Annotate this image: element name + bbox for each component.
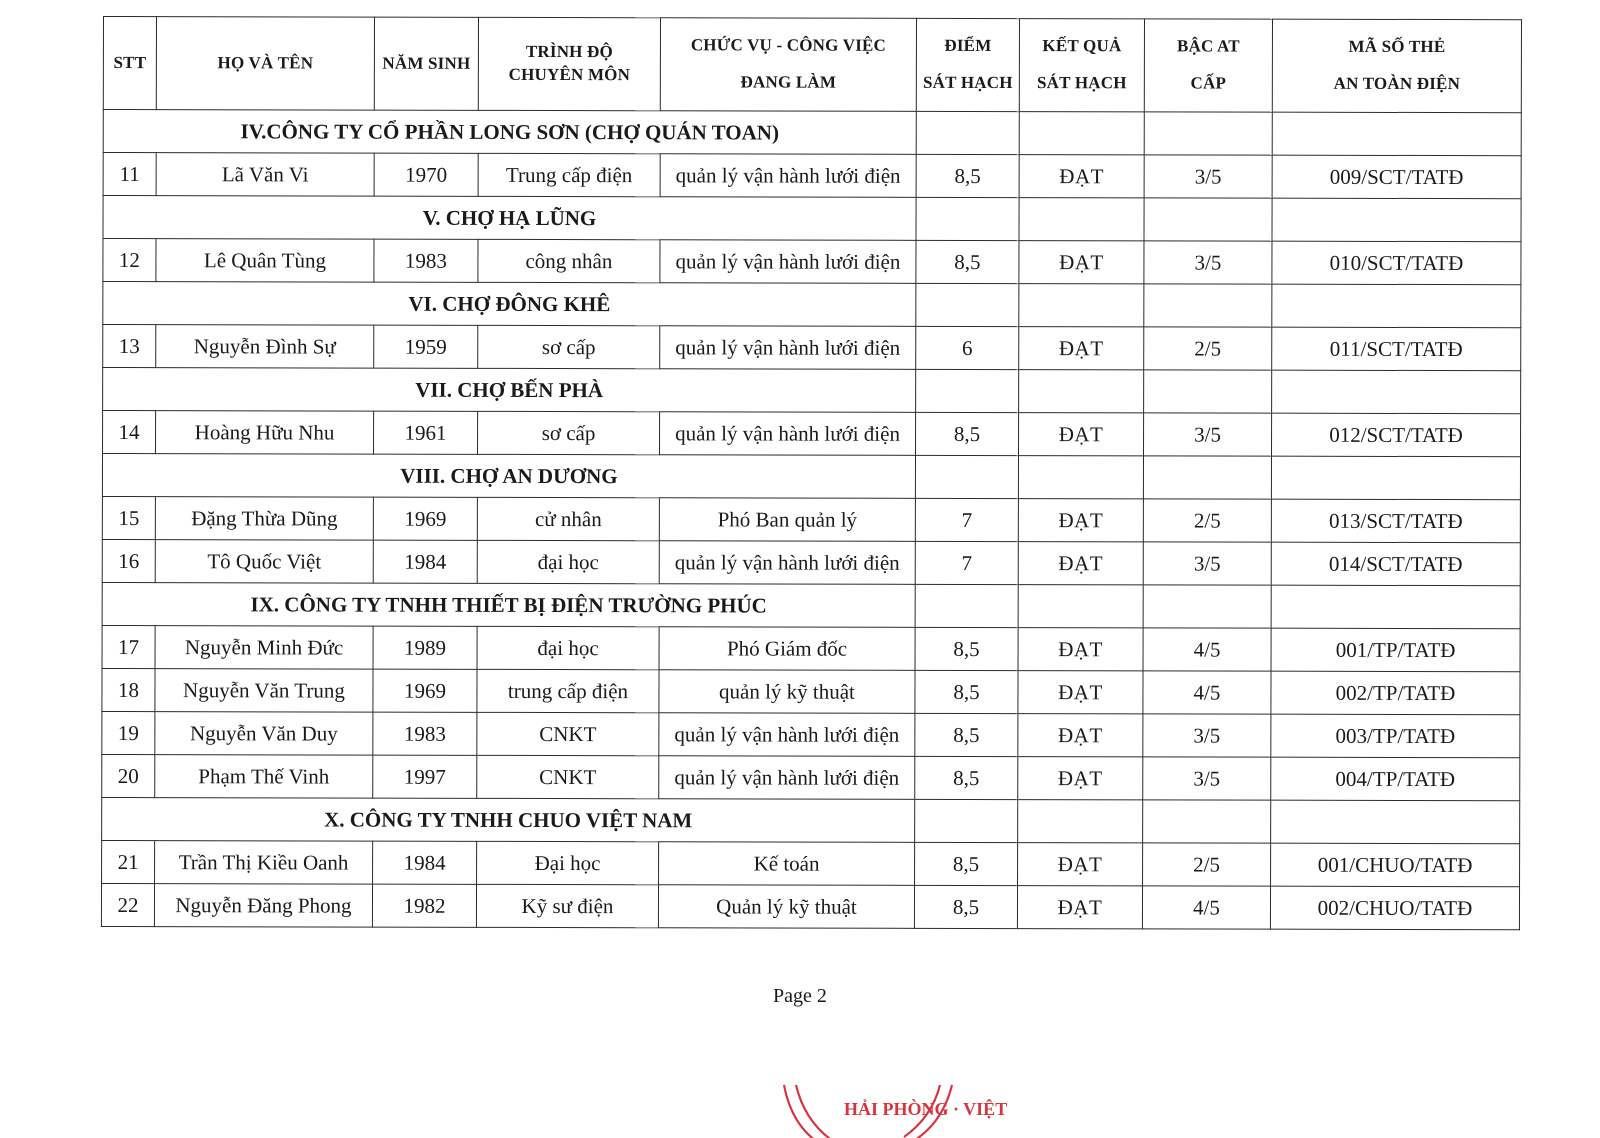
- section-row: [103, 110, 1521, 156]
- cell-qualification: sơ cấp: [478, 325, 660, 368]
- cell-name: Tô Quốc Việt: [155, 540, 373, 583]
- header-qualification-line2: CHUYÊN MÔN: [508, 64, 631, 85]
- cell-card-number: 009/SCT/TATĐ: [1272, 155, 1521, 199]
- cell-name: Nguyễn Đình Sự: [156, 325, 374, 368]
- cell-card-number: 013/SCT/TATĐ: [1271, 499, 1520, 543]
- table-row: [102, 840, 1520, 886]
- header-card-number: [1272, 19, 1521, 113]
- empty-cell: [1271, 800, 1520, 844]
- empty-cell: [1144, 284, 1272, 327]
- cell-birth-year: 1961: [374, 411, 478, 454]
- cell-safety-level: 2/5: [1144, 327, 1272, 370]
- cell-birth-year: 1984: [373, 841, 477, 884]
- section-title: VIII. CHỢ AN DƯƠNG: [102, 454, 915, 499]
- cell-name: Nguyễn Văn Trung: [155, 669, 373, 712]
- cell-safety-level: 4/5: [1143, 628, 1271, 671]
- cell-job: quản lý vận hành lưới điện: [659, 756, 915, 800]
- cell-result: ĐẠT: [1018, 757, 1143, 800]
- cell-card-number: 002/TP/TATĐ: [1271, 671, 1520, 715]
- seal-outer-arc-left: [784, 1085, 822, 1138]
- cell-job: quản lý vận hành lưới điện: [659, 541, 915, 585]
- cell-name: Nguyễn Văn Duy: [155, 712, 373, 755]
- cell-qualification: công nhân: [478, 239, 660, 282]
- section-title: IV.CÔNG TY CỔ PHẦN LONG SƠN (CHỢ QUÁN TOAN): [103, 110, 916, 155]
- cell-safety-level: 3/5: [1143, 714, 1271, 757]
- official-seal: [782, 1085, 1008, 1133]
- section-title: X. CÔNG TY TNHH CHUO VIỆT NAM: [102, 797, 915, 842]
- table-row: [102, 539, 1520, 585]
- cell-job: Kế toán: [659, 842, 915, 886]
- cell-result: ĐẠT: [1017, 886, 1142, 929]
- table-row: [103, 411, 1521, 457]
- empty-cell: [915, 455, 1018, 498]
- cell-birth-year: 1959: [374, 325, 478, 368]
- header-score-line1: ĐIỂM: [944, 35, 992, 56]
- section-row: [103, 368, 1521, 414]
- cell-score: 8,5: [916, 240, 1019, 283]
- cell-safety-level: 4/5: [1142, 886, 1270, 929]
- empty-cell: [1018, 585, 1143, 628]
- section-title: VII. CHỢ BẾN PHÀ: [103, 368, 916, 413]
- cell-birth-year: 1982: [372, 884, 476, 927]
- header-result-line1: KẾT QUẢ: [1042, 36, 1122, 56]
- cell-score: 8,5: [916, 412, 1019, 455]
- empty-cell: [1143, 800, 1271, 843]
- section-row: [102, 797, 1520, 843]
- cell-stt: 20: [102, 754, 155, 797]
- empty-cell: [1019, 112, 1144, 155]
- table-row: [103, 325, 1521, 371]
- empty-cell: [1272, 198, 1521, 242]
- cell-stt: 11: [103, 153, 156, 196]
- cell-job: Phó Ban quản lý: [659, 498, 915, 542]
- cell-stt: 19: [102, 711, 155, 754]
- cell-qualification: đại học: [477, 626, 659, 669]
- empty-cell: [916, 197, 1019, 240]
- cell-safety-level: 3/5: [1144, 241, 1272, 284]
- cell-birth-year: 1984: [373, 540, 477, 583]
- cell-card-number: 002/CHUO/TATĐ: [1270, 886, 1519, 930]
- cell-card-number: 011/SCT/TATĐ: [1272, 327, 1521, 371]
- table-row: [102, 625, 1520, 671]
- cell-job: Quản lý kỹ thuật: [658, 885, 914, 929]
- header-card-line1: MÃ SỐ THẺ: [1348, 36, 1446, 57]
- header-stt: STT: [103, 17, 156, 110]
- cell-birth-year: 1989: [373, 626, 477, 669]
- section-title: IX. CÔNG TY TNHH THIẾT BỊ ĐIỆN TRƯỜNG PHÚC: [102, 582, 915, 627]
- table-row: [102, 496, 1520, 542]
- cell-job: quản lý kỹ thuật: [659, 670, 915, 714]
- cell-result: ĐẠT: [1018, 843, 1143, 886]
- cell-job: quản lý vận hành lưới điện: [660, 412, 916, 456]
- empty-cell: [1143, 456, 1271, 499]
- table-row: [102, 711, 1520, 757]
- empty-cell: [1018, 456, 1143, 499]
- header-safety-level: [1144, 19, 1272, 112]
- cell-safety-level: 4/5: [1143, 671, 1271, 714]
- cell-qualification: cử nhân: [477, 497, 659, 540]
- cell-score: 8,5: [915, 627, 1018, 670]
- cell-name: Nguyễn Đăng Phong: [154, 884, 372, 927]
- cell-card-number: 010/SCT/TATĐ: [1272, 241, 1521, 285]
- empty-cell: [1019, 284, 1144, 327]
- seal-graphic: [782, 1085, 1008, 1133]
- cell-safety-level: 3/5: [1143, 542, 1271, 585]
- cell-score: 8,5: [915, 842, 1018, 885]
- table-row: [101, 883, 1519, 929]
- empty-cell: [1271, 585, 1520, 629]
- header-level-line1: BẬC AT: [1177, 36, 1240, 56]
- cell-safety-level: 3/5: [1143, 757, 1271, 800]
- header-job-line1: CHỨC VỤ - CÔNG VIỆC: [690, 35, 887, 55]
- table-row: [102, 668, 1520, 714]
- empty-cell: [1271, 456, 1520, 500]
- empty-cell: [915, 799, 1018, 842]
- header-job: [660, 18, 916, 112]
- header-qualification: [478, 17, 660, 110]
- header-level-line2: CẤP: [1190, 73, 1227, 93]
- cell-result: ĐẠT: [1019, 155, 1144, 198]
- section-row: [103, 282, 1521, 328]
- cell-job: Phó Giám đốc: [659, 627, 915, 671]
- cell-stt: 21: [102, 840, 155, 883]
- personnel-table: [101, 16, 1522, 930]
- header-card-line2: AN TOÀN ĐIỆN: [1333, 73, 1461, 94]
- header-row: [103, 17, 1521, 113]
- empty-cell: [1019, 198, 1144, 241]
- cell-stt: 17: [102, 625, 155, 668]
- empty-cell: [1272, 370, 1521, 414]
- header-birth-year: NĂM SINH: [374, 17, 478, 110]
- empty-cell: [1143, 585, 1271, 628]
- cell-qualification: CNKT: [477, 712, 659, 755]
- cell-job: quản lý vận hành lưới điện: [660, 240, 916, 284]
- cell-score: 8,5: [916, 154, 1019, 197]
- cell-score: 7: [915, 498, 1018, 541]
- table-row: [102, 754, 1520, 800]
- cell-name: Nguyễn Minh Đức: [155, 626, 373, 669]
- cell-birth-year: 1983: [373, 712, 477, 755]
- cell-birth-year: 1970: [374, 153, 478, 196]
- cell-result: ĐẠT: [1018, 499, 1143, 542]
- cell-card-number: 003/TP/TATĐ: [1271, 714, 1520, 758]
- cell-card-number: 004/TP/TATĐ: [1271, 757, 1520, 801]
- cell-stt: 18: [102, 668, 155, 711]
- section-row: [102, 582, 1520, 628]
- cell-result: ĐẠT: [1019, 413, 1144, 456]
- cell-qualification: Kỹ sư điện: [476, 884, 658, 927]
- cell-result: ĐẠT: [1018, 671, 1143, 714]
- cell-qualification: CNKT: [477, 755, 659, 798]
- cell-qualification: sơ cấp: [478, 411, 660, 454]
- cell-stt: 12: [103, 239, 156, 282]
- cell-name: Lê Quân Tùng: [156, 239, 374, 282]
- cell-birth-year: 1997: [373, 755, 477, 798]
- header-name: HỌ VÀ TÊN: [156, 17, 374, 110]
- header-result: [1019, 19, 1144, 112]
- cell-name: Hoàng Hữu Nhu: [156, 411, 374, 454]
- empty-cell: [1272, 284, 1521, 328]
- table-row: [103, 239, 1521, 285]
- empty-cell: [916, 111, 1019, 154]
- cell-stt: 16: [102, 539, 155, 582]
- header-score-line2: SÁT HẠCH: [923, 72, 1013, 93]
- cell-job: quản lý vận hành lưới điện: [660, 326, 916, 370]
- cell-safety-level: 2/5: [1143, 843, 1271, 886]
- cell-name: Trần Thị Kiều Oanh: [155, 841, 373, 884]
- cell-result: ĐẠT: [1018, 714, 1143, 757]
- empty-cell: [915, 584, 1018, 627]
- cell-score: 8,5: [915, 713, 1018, 756]
- cell-name: Đặng Thừa Dũng: [155, 497, 373, 540]
- cell-job: quản lý vận hành lưới điện: [660, 154, 916, 198]
- cell-stt: 22: [101, 883, 154, 926]
- section-title: VI. CHỢ ĐÔNG KHÊ: [103, 282, 916, 327]
- cell-card-number: 001/CHUO/TATĐ: [1271, 843, 1520, 887]
- table-row: [103, 153, 1521, 199]
- cell-score: 6: [916, 326, 1019, 369]
- cell-birth-year: 1969: [373, 669, 477, 712]
- section-title: V. CHỢ HẠ LŨNG: [103, 196, 916, 241]
- header-result-line2: SÁT HẠCH: [1037, 73, 1127, 93]
- header-score: [916, 18, 1019, 111]
- section-row: [102, 454, 1520, 500]
- header-job-line2: ĐANG LÀM: [740, 72, 837, 92]
- table-body: [101, 110, 1521, 930]
- cell-job: quản lý vận hành lưới điện: [659, 713, 915, 757]
- empty-cell: [1272, 112, 1521, 156]
- cell-safety-level: 2/5: [1143, 499, 1271, 542]
- cell-birth-year: 1983: [374, 239, 478, 282]
- empty-cell: [1019, 370, 1144, 413]
- empty-cell: [1144, 198, 1272, 241]
- page-number: Page 2: [773, 985, 827, 1007]
- empty-cell: [1018, 800, 1143, 843]
- cell-score: 8,5: [914, 885, 1017, 928]
- cell-card-number: 014/SCT/TATĐ: [1271, 542, 1520, 586]
- cell-score: 7: [915, 541, 1018, 584]
- cell-stt: 13: [103, 325, 156, 368]
- seal-text: HẢI PHÒNG · VIỆT: [844, 1099, 1008, 1119]
- cell-safety-level: 3/5: [1144, 155, 1272, 198]
- cell-name: Lã Văn Vi: [156, 153, 374, 196]
- cell-result: ĐẠT: [1019, 327, 1144, 370]
- cell-qualification: đại học: [477, 540, 659, 583]
- cell-qualification: trung cấp điện: [477, 669, 659, 712]
- cell-result: ĐẠT: [1018, 542, 1143, 585]
- cell-score: 8,5: [915, 756, 1018, 799]
- empty-cell: [1144, 112, 1272, 155]
- cell-stt: 15: [102, 496, 155, 539]
- seal-inner-arc-left: [796, 1085, 830, 1138]
- empty-cell: [916, 283, 1019, 326]
- cell-name: Phạm Thế Vinh: [155, 755, 373, 798]
- header-qualification-line1: TRÌNH ĐỘ: [525, 42, 613, 62]
- cell-qualification: Trung cấp điện: [478, 153, 660, 196]
- cell-qualification: Đại học: [477, 841, 659, 884]
- empty-cell: [1144, 370, 1272, 413]
- cell-stt: 14: [103, 411, 156, 454]
- cell-card-number: 001/TP/TATĐ: [1271, 628, 1520, 672]
- cell-card-number: 012/SCT/TATĐ: [1272, 413, 1521, 457]
- cell-birth-year: 1969: [373, 497, 477, 540]
- cell-result: ĐẠT: [1019, 241, 1144, 284]
- section-row: [103, 196, 1521, 242]
- cell-safety-level: 3/5: [1144, 413, 1272, 456]
- cell-result: ĐẠT: [1018, 628, 1143, 671]
- empty-cell: [916, 369, 1019, 412]
- cell-score: 8,5: [915, 670, 1018, 713]
